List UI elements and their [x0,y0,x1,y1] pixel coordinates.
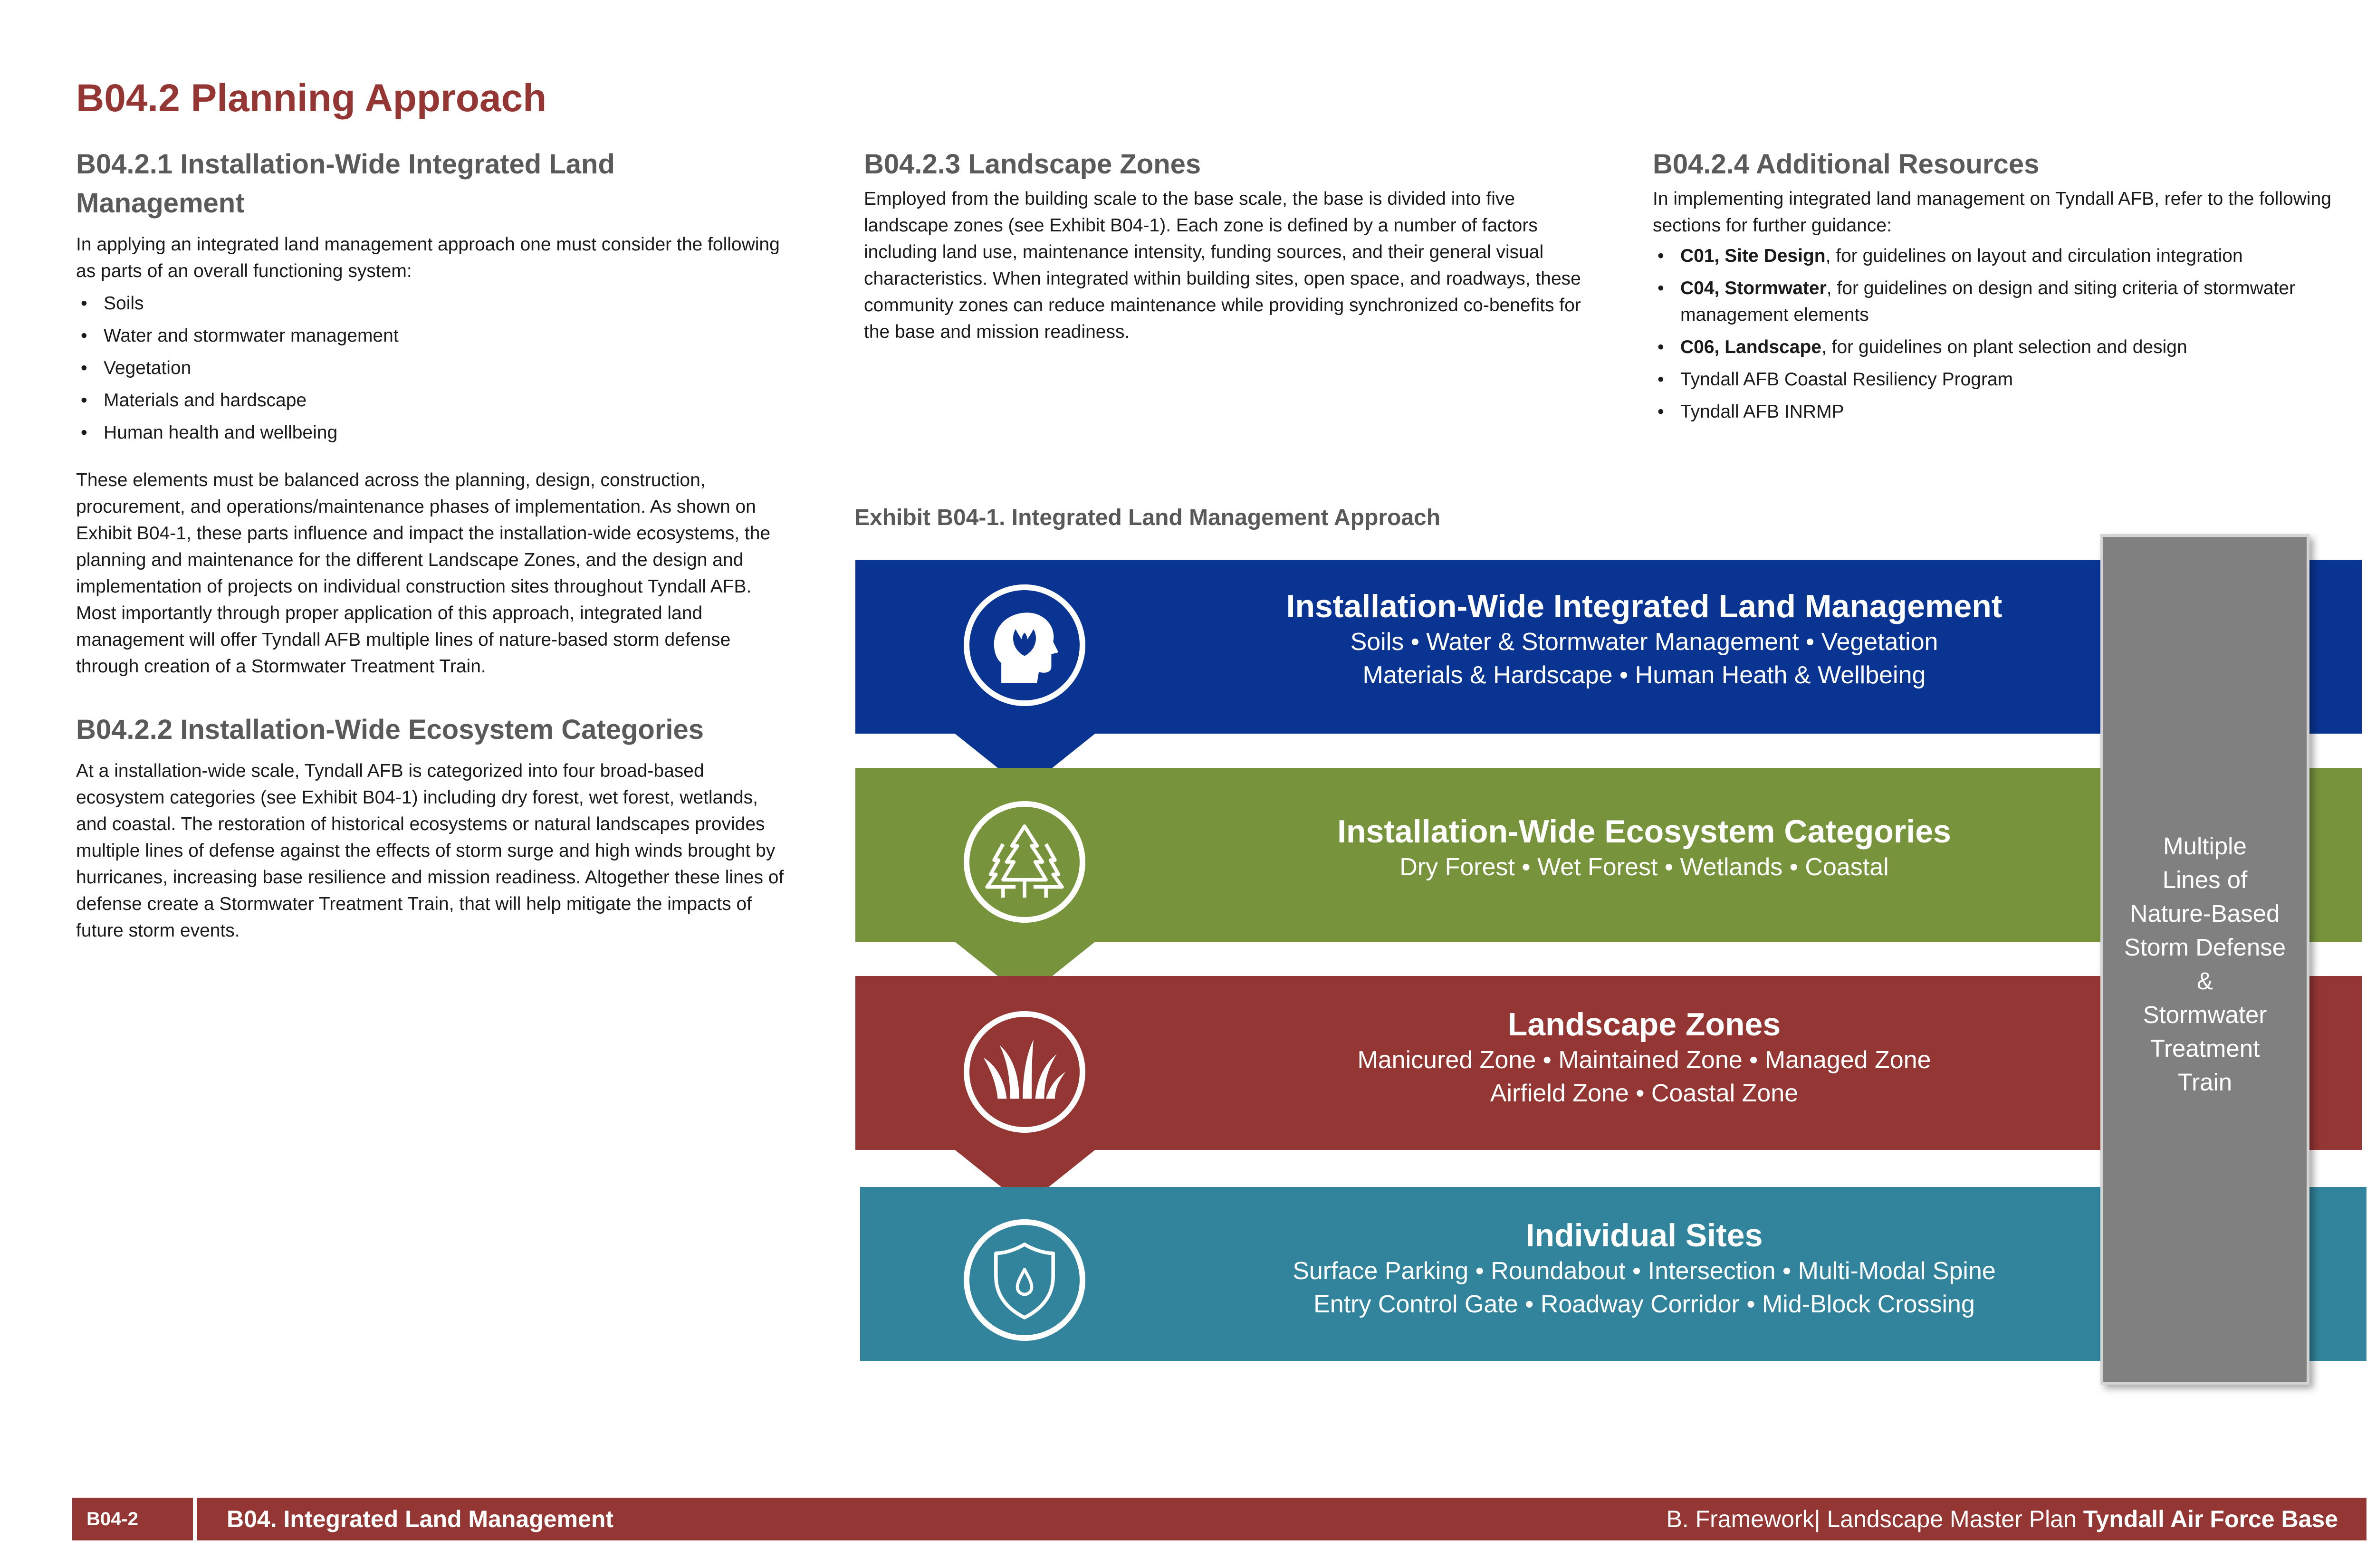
sidebar-line: Nature-Based [2130,900,2280,927]
resource-text: Tyndall AFB Coastal Resiliency Program [1680,369,2013,390]
resource-text: , for guidelines on layout and circulation integration [1825,246,2243,266]
list-item [1653,275,2366,328]
grass-icon [980,1027,1069,1117]
section-landscape-zones [864,145,1605,345]
section-body: Employed from the building scale to the base scale, the base is divided into five landscape zones (see Exhibit B04-1). Each zone is defined by a number of factors including land use, maintenance intensity, funding sources, and their general visual characteristics. When integrated within building sites, open space, and roadways, these community zones can reduce maintenance while providing synchronized co-benefits for the base and mission readiness. [864,189,1581,342]
resource-ref: C01, Site Design [1680,246,1826,266]
section-heading: B04.2.3 Landscape Zones [864,149,1201,180]
band-label [1169,813,2119,884]
resource-text: , for guidelines on plant selection and design [1821,337,2187,357]
head-leaf-icon [980,601,1069,690]
band-items: Dry Forest • Wet Forest • Wetlands • Coastal [1399,853,1889,881]
page-number: B04-2 [72,1498,197,1540]
list-item: • Materials and hardscape [76,387,798,414]
band-title: Installation-Wide Integrated Land Management [1286,588,2002,624]
list-item [1653,366,2366,393]
separator: | [1814,1506,1820,1532]
list-item: • Soils [76,290,798,317]
pine-trees-icon [980,817,1069,907]
section-intro: In applying an integrated land management approach one must consider the following as parts of an overall functioning system: [76,234,780,281]
document-title [1666,1498,2338,1540]
sidebar-line: Storm Defense [2124,934,2286,961]
band-title: Landscape Zones [1507,1006,1781,1042]
icon-badge [964,801,1085,923]
resource-list [1653,243,2366,425]
list-item [1653,334,2366,361]
section-integrated-land-management [76,145,798,680]
icon-badge [964,1011,1085,1133]
sidebar-line: Stormwater [2143,1001,2267,1028]
page-footer [72,1498,2366,1540]
resource-ref: C04, Stormwater [1680,278,1827,298]
sidebar-line: Multiple [2163,832,2247,860]
icon-badge [964,1219,1085,1341]
sidebar-label [2103,829,2307,1099]
section-heading: B04.2.1 Installation-Wide Integrated Land Management [76,149,615,219]
list-item: • Vegetation [76,355,798,382]
band-items: Surface Parking • Roundabout • Intersection • Multi-Modal Spine [1293,1257,1996,1285]
resource-ref: C06, Landscape [1680,337,1821,357]
list-item: • Human health and wellbeing [76,420,798,446]
chapter-title: B04. Integrated Land Management [227,1506,614,1532]
section-intro: In implementing integrated land management on Tyndall AFB, refer to the following sections for further guidance: [1653,189,2331,236]
section-body: These elements must be balanced across the planning, design, construction, procurement, and operations/maintenance phases of implementation. As shown on Exhibit B04-1, these parts influence and impact the installation-wide ecosystems, the planning and maintenance for the different Landscape Zones, and the design and implementation of projects on individual construction sites throughout Tyndall AFB. Most importantly through proper application of this approach, integrated land management will offer Tyndall AFB multiple lines of nature-based storm defense through creation of a Stormwater Treatment Train. [76,470,771,677]
base-name: Tyndall Air Force Base [2083,1506,2338,1532]
band-items: Airfield Zone • Coastal Zone [1490,1080,1799,1107]
page-title: B04.2 Planning Approach [76,76,547,120]
shield-drop-icon [980,1235,1069,1325]
plan-label: Landscape Master Plan [1820,1506,2083,1532]
sidebar-line: Treatment [2150,1035,2260,1062]
list-item [1653,243,2366,269]
band-label [1169,1216,2119,1321]
band-items: Materials & Hardscape • Human Heath & Wellbeing [1362,661,1926,689]
list-item: • Water and stormwater management [76,323,798,349]
section-body: At a installation-wide scale, Tyndall AFB is categorized into four broad-based ecosystem categories (see Exhibit B04-1) including dry forest, wet forest, wetlands, and coastal. The restoration of historical ecosystems or natural landscapes provides multiple lines of defense against the effects of storm surge and high winds brought by hurricanes, increasing base resilience and mission readiness. Altogether these lines of defense create a Stormwater Treatment Train, that will help mitigate the impacts of future storm events. [76,761,784,941]
element-list [76,290,798,446]
list-item [1653,399,2366,425]
band-label [1169,1005,2119,1110]
section-heading: B04.2.2 Installation-Wide Ecosystem Categories [76,714,704,745]
section-heading: B04.2.4 Additional Resources [1653,149,2040,180]
storm-defense-sidebar [2100,534,2309,1385]
band-items: Soils • Water & Stormwater Management • Vegetation [1350,628,1938,656]
section-additional-resources [1653,145,2376,431]
icon-badge [964,584,1085,706]
band-title: Individual Sites [1525,1217,1763,1253]
band-label [1169,587,2119,692]
band-items: Manicured Zone • Maintained Zone • Managed Zone [1357,1046,1931,1074]
exhibit-title: Exhibit B04-1. Integrated Land Management Approach [854,505,1441,530]
band-items: Entry Control Gate • Roadway Corridor • Mid-Block Crossing [1313,1291,1975,1318]
band-title: Installation-Wide Ecosystem Categories [1337,813,1951,850]
section-ecosystem-categories [76,710,798,944]
resource-text: Tyndall AFB INRMP [1680,402,1844,422]
sidebar-line: Lines of [2162,866,2248,893]
sidebar-line: Train [2177,1069,2232,1096]
sidebar-line: & [2196,967,2213,994]
resource-text: , for guidelines on design and siting criteria of stormwater management elements [1680,278,2296,325]
framework-label: B. Framework [1666,1506,1814,1532]
